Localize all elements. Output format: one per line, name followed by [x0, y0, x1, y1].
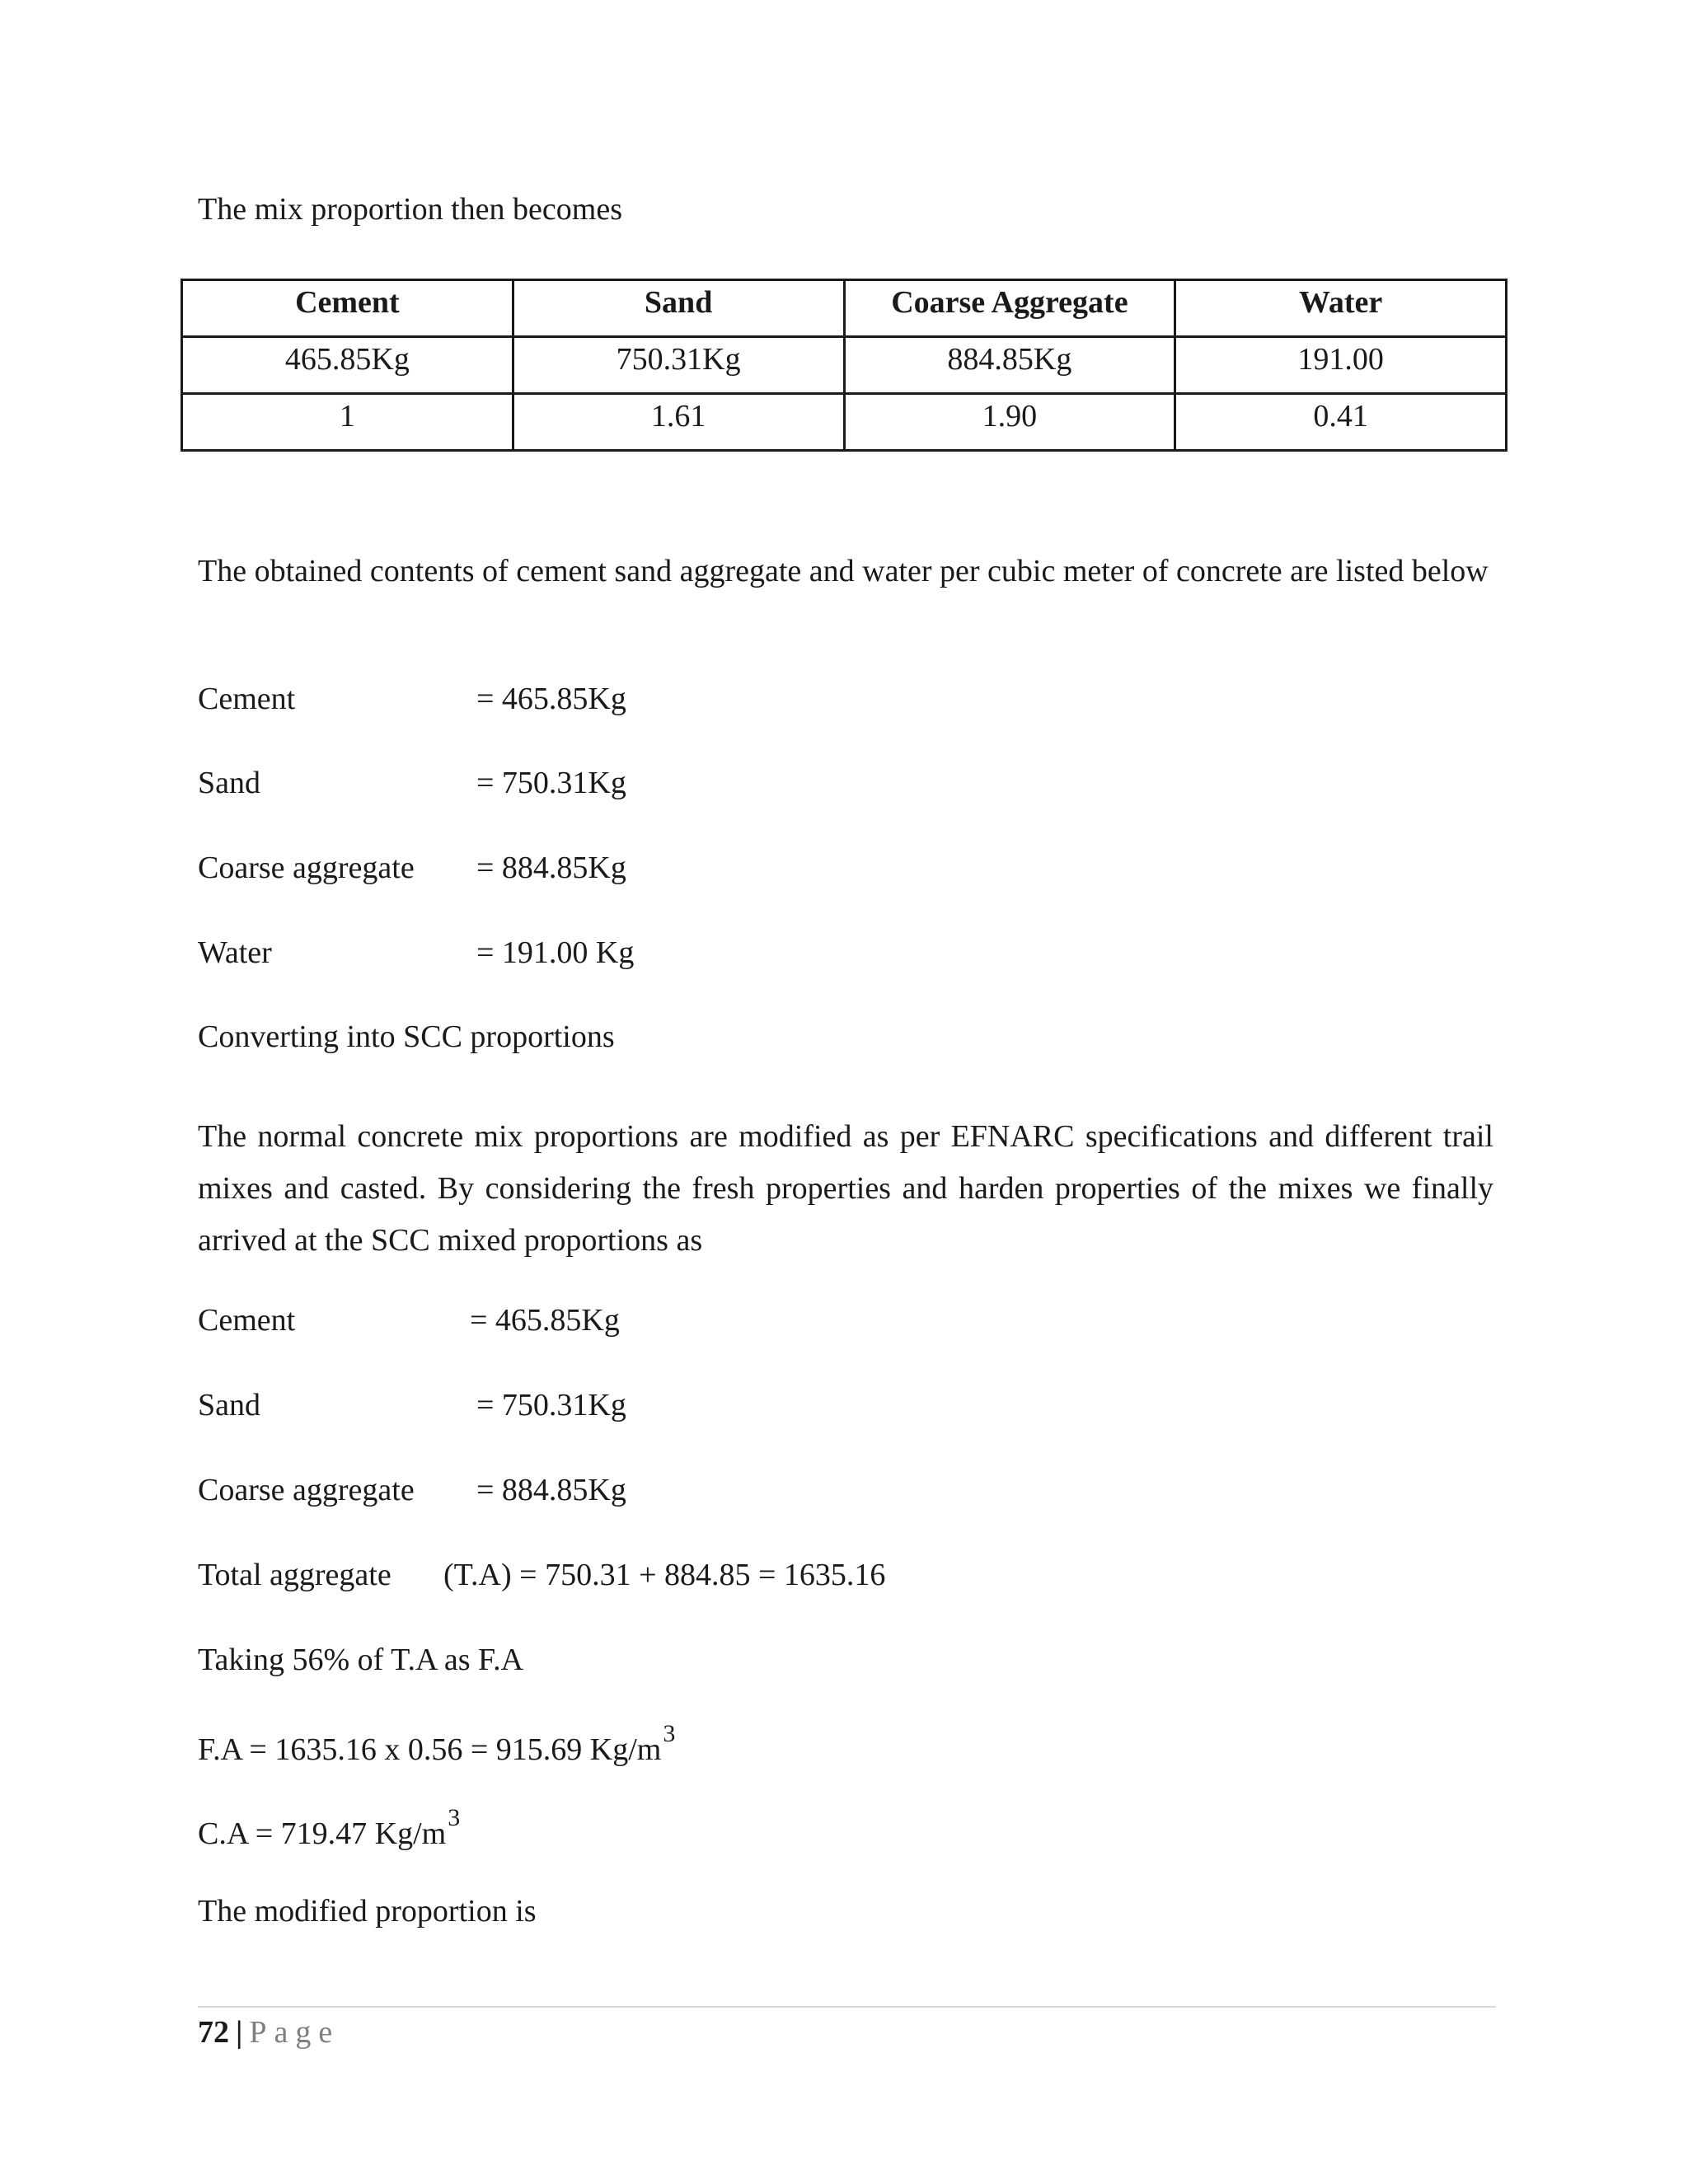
page-footer — [198, 2009, 340, 2055]
list1-value-cement: = 465.85Kg — [476, 682, 626, 716]
table-row — [182, 394, 1507, 451]
table-header-row — [182, 280, 1507, 337]
list1-label-cement: Cement — [198, 682, 296, 716]
total-aggregate-label: Total aggregate — [198, 1558, 392, 1592]
paragraph-contents: The obtained contents of cement sand aggregate and water per cubic meter of concrete are listed below — [198, 554, 1489, 588]
table-cell: 750.31Kg — [513, 337, 844, 394]
list1-value-coarse-aggregate: = 884.85Kg — [476, 851, 626, 885]
list1-value-water: = 191.00 Kg — [476, 935, 635, 970]
list1-label-water: Water — [198, 935, 272, 970]
table-cell: 465.85Kg — [182, 337, 513, 394]
taking-text: Taking 56% of T.A as F.A — [198, 1643, 524, 1677]
table-cell: 191.00 — [1175, 337, 1507, 394]
table-cell: 1 — [182, 394, 513, 451]
scc-heading: Converting into SCC proportions — [198, 1019, 615, 1054]
ca-superscript: 3 — [448, 1804, 461, 1831]
footer-separator: | — [236, 2015, 243, 2050]
intro-text: The mix proportion then becomes — [198, 192, 622, 227]
table-cell: 1.61 — [513, 394, 844, 451]
page-label: Page — [249, 2015, 340, 2050]
fa-superscript: 3 — [663, 1720, 676, 1747]
list2-label-cement: Cement — [198, 1303, 296, 1338]
footer-divider — [198, 2006, 1496, 2008]
list2-value-coarse-aggregate: = 884.85Kg — [476, 1473, 626, 1507]
list2-value-cement: = 465.85Kg — [470, 1303, 620, 1338]
ca-equation-text: C.A = 719.47 Kg/m — [198, 1816, 447, 1851]
paragraph-scc: The normal concrete mix proportions are modified as per EFNARC specifications and different trail mixes and casted. By considering the fresh properties and harden properties of the mixes we finally arrived at the SCC mixed proportions as — [198, 1119, 1493, 1258]
header-sand: Sand — [513, 280, 844, 337]
header-water: Water — [1175, 280, 1507, 337]
total-aggregate-value: (T.A) = 750.31 + 884.85 = 1635.16 — [443, 1558, 886, 1592]
table-row — [182, 337, 1507, 394]
header-coarse-aggregate: Coarse Aggregate — [844, 280, 1175, 337]
page-number: 72 — [198, 2015, 229, 2050]
mix-proportion-table — [181, 279, 1507, 452]
fa-equation-text: F.A = 1635.16 x 0.56 = 915.69 Kg/m — [198, 1732, 662, 1767]
list1-label-sand: Sand — [198, 766, 260, 800]
fa-equation — [198, 1720, 676, 1768]
table-cell: 0.41 — [1175, 394, 1507, 451]
list2-label-coarse-aggregate: Coarse aggregate — [198, 1473, 415, 1507]
table-cell: 1.90 — [844, 394, 1175, 451]
list2-label-sand: Sand — [198, 1388, 260, 1422]
list2-value-sand: = 750.31Kg — [476, 1388, 626, 1422]
ca-equation — [198, 1804, 461, 1852]
modified-text: The modified proportion is — [198, 1894, 537, 1929]
list1-value-sand: = 750.31Kg — [476, 766, 626, 800]
list1-label-coarse-aggregate: Coarse aggregate — [198, 851, 415, 885]
table-cell: 884.85Kg — [844, 337, 1175, 394]
header-cement: Cement — [182, 280, 513, 337]
